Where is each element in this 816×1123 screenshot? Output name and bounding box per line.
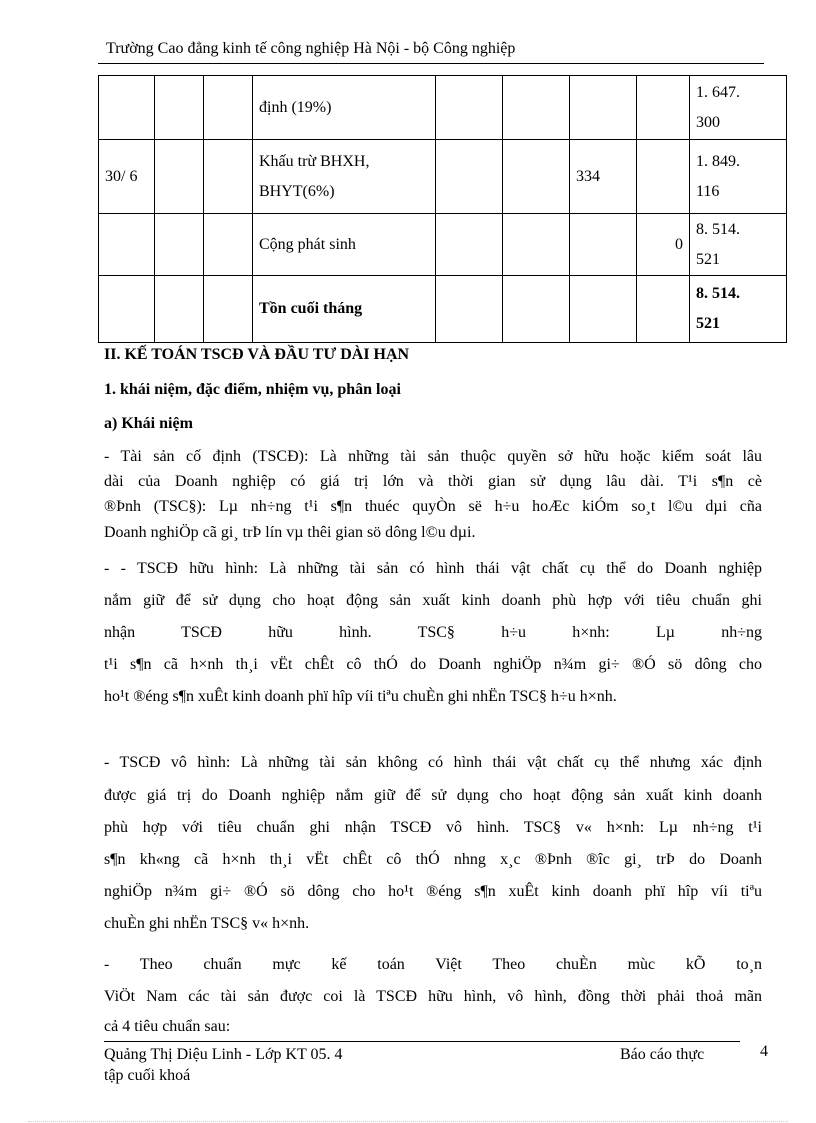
table-row bbox=[99, 76, 787, 140]
account-cell bbox=[570, 276, 637, 343]
paragraph-line: phù hợp với tiêu chuẩn ghi nhận TSCĐ vô hình. TSC§ v« h×nh: Lµ nh÷ng t¹i bbox=[104, 819, 762, 836]
description-cell: Khấu trừ BHXH, BHYT(6%) bbox=[253, 140, 436, 214]
paragraph-line: cả 4 tiêu chuẩn sau: bbox=[104, 1018, 231, 1035]
footer-author: Quảng Thị Diệu Linh - Lớp KT 05. 4 bbox=[104, 1046, 343, 1063]
paragraph-line: nghiÖp n¾m gi÷ ®Ó sö dông cho ho¹t ®éng s¶n xuÊt kinh doanh phï hîp víi tiªu bbox=[104, 883, 762, 900]
paragraph-line: ®Þnh (TSC§): Lµ nh÷ng t¹i s¶n thuéc quyÒn së h÷u hoÆc kiÓm so¸t l©u dµi cña bbox=[104, 498, 762, 515]
paragraph-line: ho¹t ®éng s¶n xuÊt kinh doanh phï hîp víi tiªu chuÈn ghi nhËn TSC§ h÷u h×nh. bbox=[104, 688, 617, 705]
paragraph-line: - Tài sản cố định (TSCĐ): Là những tài sản thuộc quyền sở hữu hoặc kiểm soát lâu bbox=[104, 448, 762, 465]
description-cell: Cộng phát sinh bbox=[253, 214, 436, 276]
header-divider bbox=[98, 63, 764, 64]
table-row bbox=[99, 214, 787, 276]
paragraph-line: được giá trị do Doanh nghiệp nắm giữ để sử dụng cho hoạt động sản xuất kinh doanh bbox=[104, 787, 762, 804]
amount-cell bbox=[637, 76, 690, 140]
paragraph-line: - - TSCĐ hữu hình: Là những tài sản có hình thái vật chất cụ thể do Doanh nghiệp bbox=[104, 560, 762, 577]
section-heading: II. KẾ TOÁN TSCĐ VÀ ĐẦU TƯ DÀI HẠN bbox=[104, 346, 410, 363]
date-cell: 30/ 6 bbox=[99, 140, 155, 214]
amount-cell bbox=[637, 140, 690, 214]
account-cell bbox=[570, 214, 637, 276]
paragraph-line: nắm giữ để sử dụng cho hoạt động sản xuất kinh doanh phù hợp với tiêu chuẩn ghi bbox=[104, 592, 762, 609]
page-edge-divider bbox=[28, 1121, 788, 1122]
date-cell bbox=[99, 214, 155, 276]
balance-cell: 1. 647. 300 bbox=[690, 76, 787, 140]
balance-cell: 8. 514. 521 bbox=[690, 214, 787, 276]
paragraph-line: - Theo chuẩn mực kế toán Việt Theo chuÈn mùc kÕ to¸n bbox=[104, 956, 762, 973]
balance-cell: 8. 514. 521 bbox=[690, 276, 787, 343]
description-cell: Tồn cuối tháng bbox=[253, 276, 436, 343]
paragraph-line: s¶n kh«ng cã h×nh th¸i vËt chÊt cô thÓ nhng x¸c ®Þnh ®îc gi¸ trÞ do Doanh bbox=[104, 851, 762, 868]
paragraph-line: Doanh nghiÖp cã gi¸ trÞ lín vµ thêi gian sö dông l©u dµi. bbox=[104, 524, 476, 541]
table-row bbox=[99, 276, 787, 343]
paragraph-line: dài của Doanh nghiệp có giá trị lớn và thời gian sử dụng lâu dài. T¹i s¶n cè bbox=[104, 473, 762, 490]
paragraph-line: nhận TSCĐ hữu hình. TSC§ h÷u h×nh: Lµ nh÷ng bbox=[104, 624, 762, 641]
paragraph-line: ViÖt Nam các tài sản được coi là TSCĐ hữu hình, vô hình, đồng thời phải thoả mãn bbox=[104, 988, 762, 1005]
date-cell bbox=[99, 276, 155, 343]
subsection-heading: 1. khái niệm, đặc điểm, nhiệm vụ, phân loại bbox=[104, 381, 401, 398]
subsubsection-heading: a) Khái niệm bbox=[104, 415, 193, 432]
footer-report-title-cont: tập cuối khoá bbox=[104, 1067, 191, 1084]
paragraph-line: - TSCĐ vô hình: Là những tài sản không có hình thái vật chất cụ thể nhưng xác định bbox=[104, 754, 762, 771]
page-number: 4 bbox=[760, 1043, 768, 1060]
ledger-table bbox=[98, 75, 787, 343]
table-row bbox=[99, 140, 787, 214]
account-cell: 334 bbox=[570, 140, 637, 214]
paragraph-line: chuÈn ghi nhËn TSC§ v« h×nh. bbox=[104, 915, 310, 932]
footer-report-title: Báo cáo thực bbox=[620, 1046, 705, 1063]
amount-cell bbox=[637, 276, 690, 343]
date-cell bbox=[99, 76, 155, 140]
amount-cell: 0 bbox=[637, 214, 690, 276]
page-header: Trường Cao đẳng kinh tế công nghiệp Hà Nội - bộ Công nghiệp bbox=[106, 40, 516, 57]
balance-cell: 1. 849. 116 bbox=[690, 140, 787, 214]
footer-divider bbox=[104, 1041, 740, 1042]
paragraph-line: t¹i s¶n cã h×nh th¸i vËt chÊt cô thÓ do Doanh nghiÖp n¾m gi÷ ®Ó sö dông cho bbox=[104, 656, 762, 673]
account-cell bbox=[570, 76, 637, 140]
description-cell: định (19%) bbox=[253, 76, 436, 140]
